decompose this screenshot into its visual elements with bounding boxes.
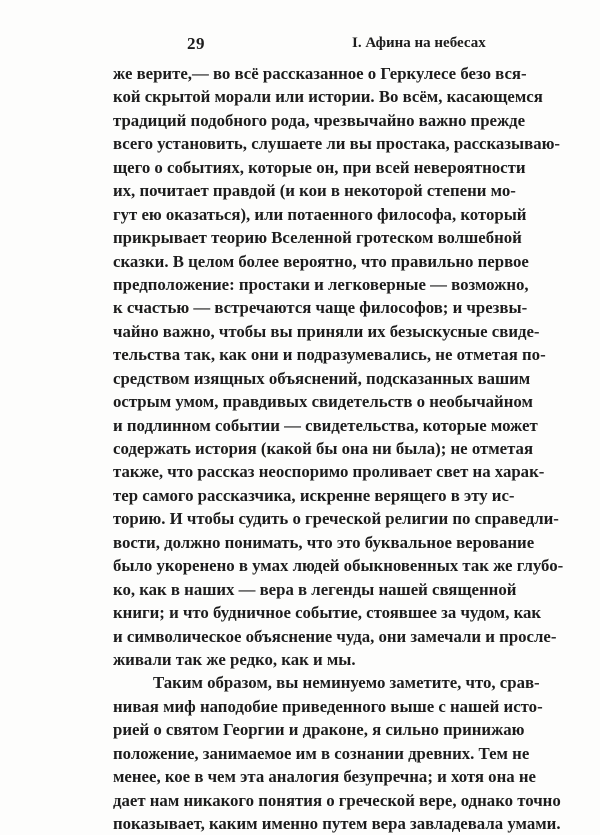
- text-line: и подлинном событии — свидетельства, которые может: [113, 415, 538, 435]
- text-line: показывает, каким именно путем вера завладевала умами.: [113, 814, 561, 833]
- text-line: острым умом, правдивых свидетельств о необычайном: [113, 392, 533, 412]
- body-text: [113, 62, 564, 835]
- text-line: дает нам никакого понятия о греческой вере, однако точно: [113, 790, 561, 810]
- text-line: было укоренено в умах людей обыкновенных так же глубо-: [113, 556, 564, 576]
- text-line: щего о событиях, которые он, при всей невероятности: [113, 157, 526, 177]
- text-line: ко, как в наших — вера в легенды нашей священной: [113, 579, 517, 599]
- text-line: нивая миф наподобие приведенного выше с нашей исто-: [113, 696, 543, 716]
- text-line: тельства так, как они и подразумевались, не отметая по-: [113, 345, 546, 365]
- text-line: к счастью — встречаются чаще философов; и чрезвы-: [113, 298, 528, 318]
- text-line: сказки. В целом более вероятно, что правильно первое: [113, 251, 529, 271]
- text-line: чайно важно, чтобы вы приняли их безыскусные свиде-: [113, 321, 540, 341]
- text-line: рией о святом Георгии и драконе, я сильно принижаю: [113, 720, 525, 740]
- page-header: [0, 34, 600, 58]
- text-line: также, что рассказ неоспоримо проливает свет на харак-: [113, 462, 545, 482]
- text-line: книги; и что будничное событие, стоявшее за чудом, как: [113, 603, 542, 623]
- text-line: традиций подобного рода, чрезвычайно важно прежде: [113, 110, 526, 130]
- text-line: менее, кое в чем эта аналогия безупречна; и хотя она не: [113, 767, 536, 787]
- text-line: торию. И чтобы судить о греческой религии по справедли-: [113, 509, 559, 529]
- text-line: и символическое объяснение чуда, они замечали и просле-: [113, 626, 557, 646]
- text-line: содержать история (какой бы она ни была); не отметая: [113, 439, 534, 458]
- text-line: средством изящных объяснений, подсказанных вашим: [113, 368, 531, 388]
- paragraph-last-line: живали так же редко, как и мы.: [113, 649, 356, 669]
- text-line: тер самого рассказчика, искренне верящего в эту ис-: [113, 485, 515, 505]
- text-line: же верите,— во всё рассказанное о Геркулесе безо вся-: [113, 64, 527, 83]
- text-line: предположение: простаки и легковерные — возможно,: [113, 274, 529, 294]
- paragraph-first-line: Таким образом, вы неминуемо заметите, что, срав-: [153, 673, 540, 693]
- page-number: 29: [187, 34, 205, 53]
- text-line: гут ею оказаться), или потаенного философа, который: [113, 204, 527, 224]
- text-line: их, почитает правдой (и кои в некоторой степени мо-: [113, 181, 516, 201]
- text-line: вости, должно понимать, что это буквальное верование: [113, 532, 535, 552]
- text-line: прикрывает теорию Вселенной гротеском волшебной: [113, 228, 522, 248]
- text-line: кой скрытой морали или истории. Во всём, касающемся: [113, 87, 543, 107]
- text-line: положение, занимаемое им в сознании древних. Тем не: [113, 743, 530, 763]
- running-title: I. Афина на небесах: [352, 35, 486, 51]
- text-line: всего установить, слушаете ли вы простака, рассказываю-: [113, 134, 560, 154]
